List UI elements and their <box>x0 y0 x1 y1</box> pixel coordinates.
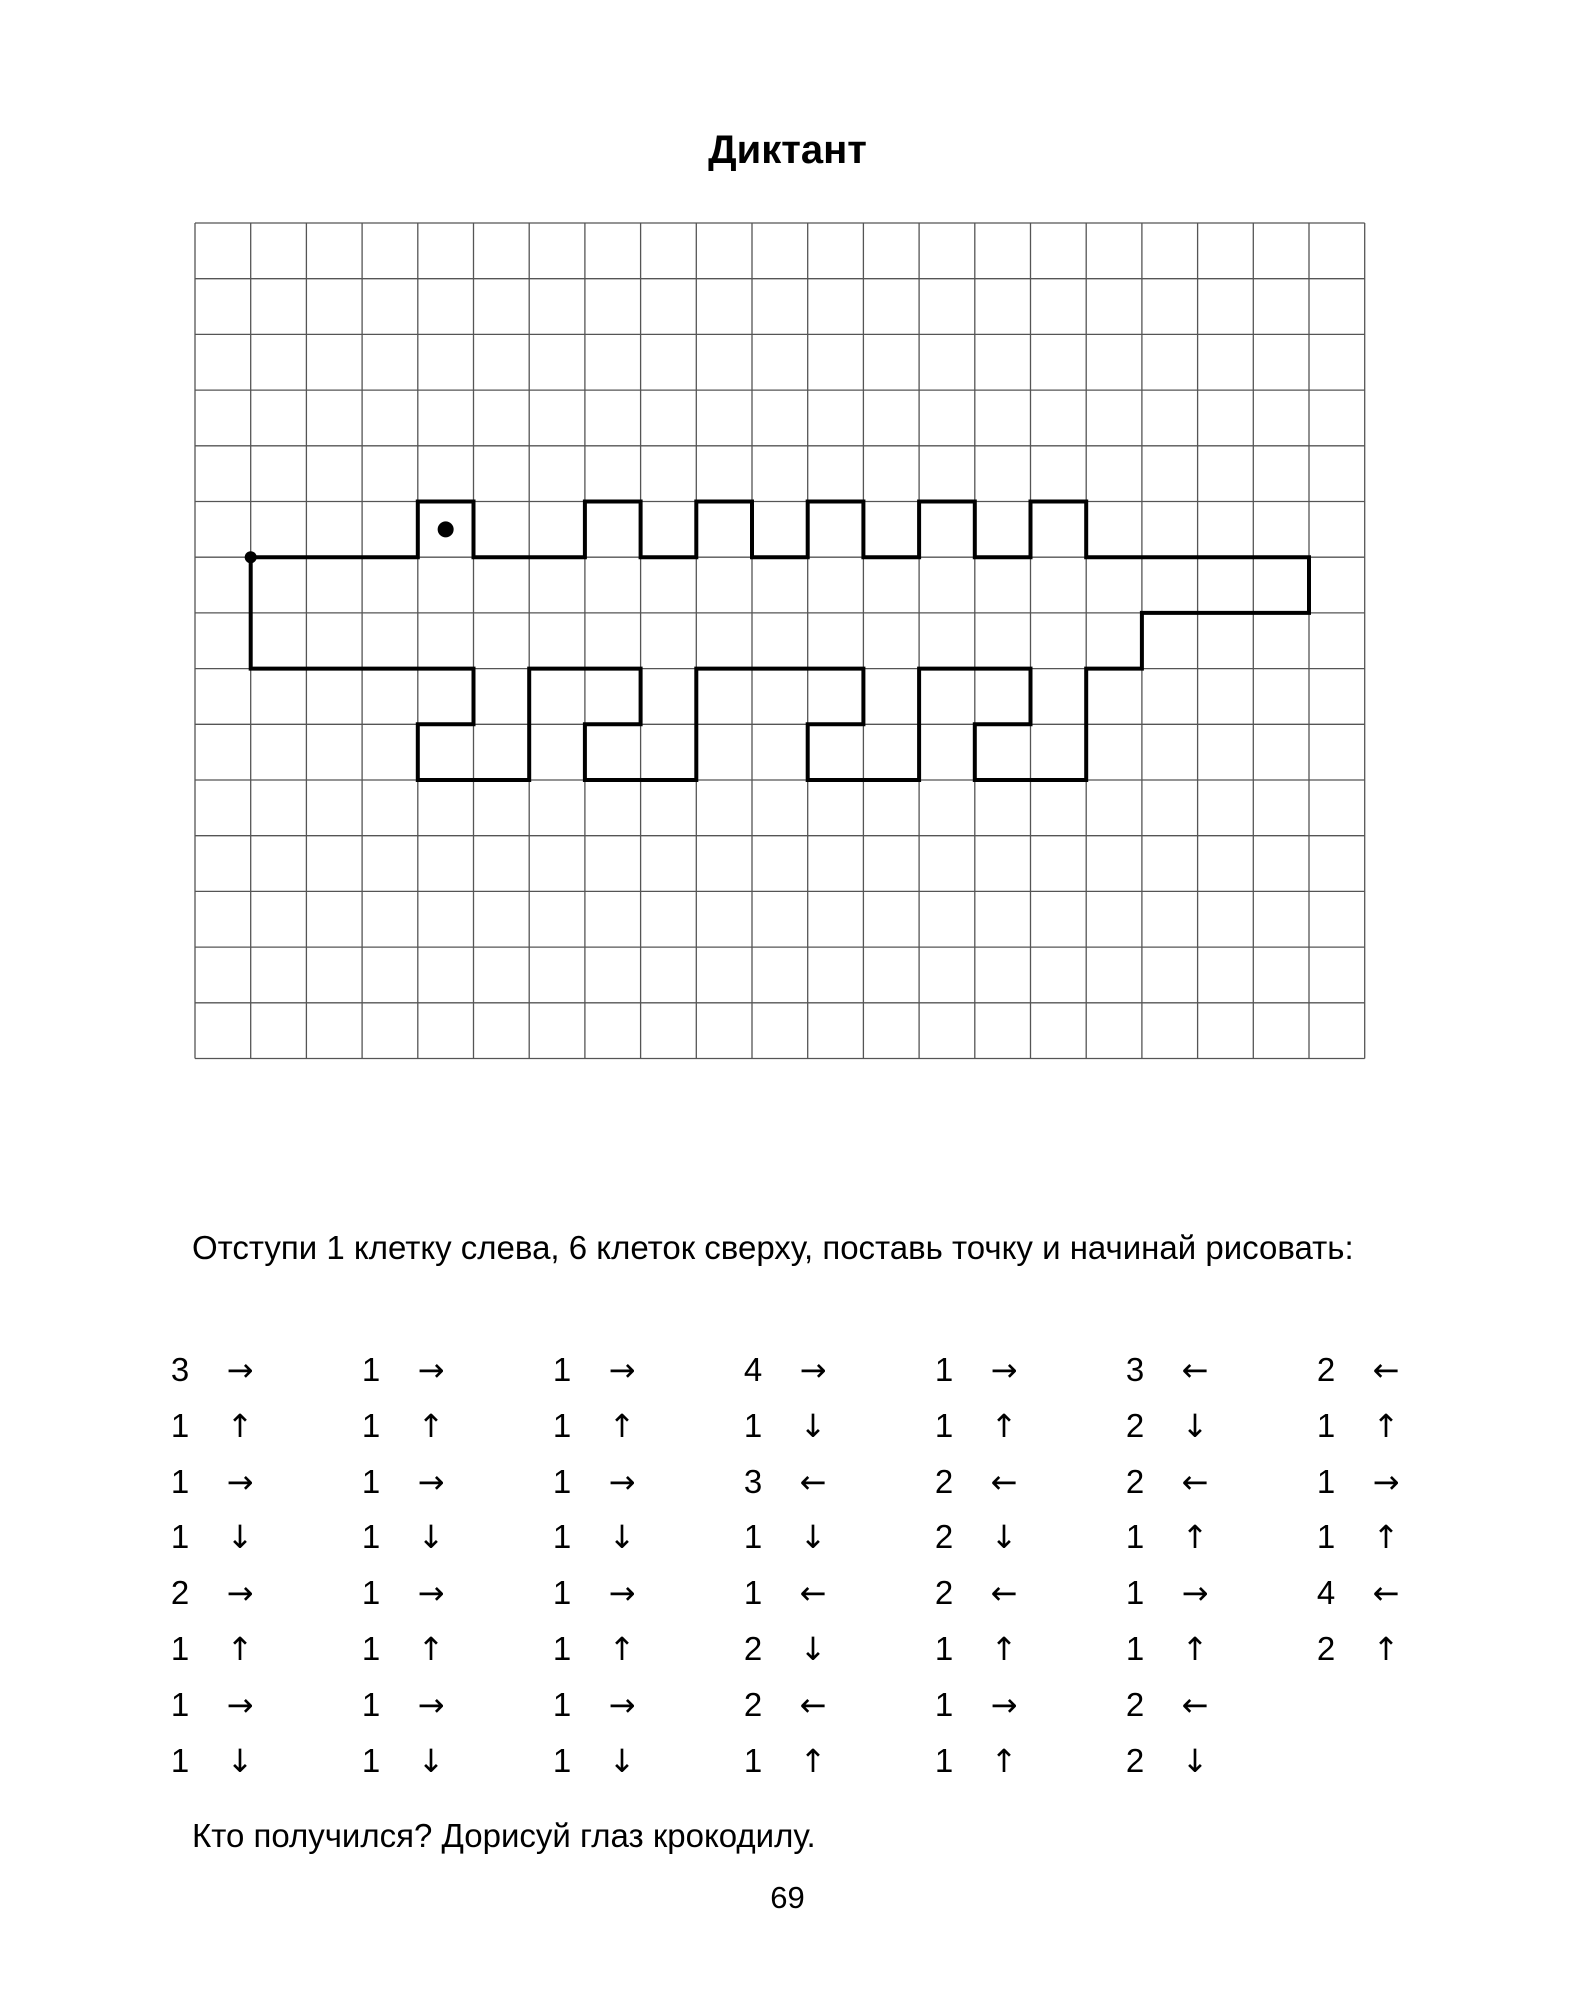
direction-arrow-icon: ↓ <box>417 1741 445 1780</box>
step-count: 2 <box>1316 1630 1336 1667</box>
command-step <box>718 1398 868 1454</box>
command-step <box>527 1454 677 1510</box>
step-count: 1 <box>1316 1462 1336 1500</box>
direction-arrow-icon: ↑ <box>417 1406 445 1445</box>
step-count: 1 <box>170 1518 190 1556</box>
direction-arrow-icon: → <box>608 1685 636 1724</box>
command-columns <box>145 1342 1435 1792</box>
step-count: 1 <box>743 1406 763 1444</box>
direction-arrow-icon: → <box>226 1574 254 1613</box>
command-step <box>1291 1509 1441 1565</box>
step-count: 1 <box>361 1406 381 1444</box>
command-step <box>336 1398 486 1454</box>
step-count: 1 <box>552 1406 572 1444</box>
command-step <box>718 1454 868 1510</box>
direction-arrow-icon: → <box>226 1462 254 1501</box>
direction-arrow-icon: ↓ <box>799 1630 827 1668</box>
direction-arrow-icon: ← <box>990 1462 1018 1501</box>
direction-arrow-icon: ← <box>1181 1462 1209 1501</box>
command-step <box>718 1565 868 1621</box>
step-count: 1 <box>361 1518 381 1556</box>
command-step <box>1100 1677 1250 1733</box>
step-count: 1 <box>361 1462 381 1500</box>
step-count: 4 <box>743 1351 763 1388</box>
command-step <box>1291 1565 1441 1621</box>
direction-arrow-icon: → <box>417 1351 445 1389</box>
step-count: 1 <box>743 1518 763 1556</box>
direction-arrow-icon: ↓ <box>799 1406 827 1445</box>
step-count: 2 <box>934 1462 954 1500</box>
page-number: 69 <box>770 1880 805 1915</box>
direction-arrow-icon: ↑ <box>417 1630 445 1668</box>
step-count: 2 <box>934 1518 954 1556</box>
direction-arrow-icon: → <box>417 1685 445 1724</box>
step-count: 1 <box>552 1462 572 1500</box>
step-count: 1 <box>170 1630 190 1667</box>
command-step <box>145 1733 295 1789</box>
step-count: 3 <box>1125 1351 1145 1388</box>
step-count: 1 <box>552 1518 572 1556</box>
command-step <box>336 1454 486 1510</box>
command-step <box>527 1342 677 1398</box>
direction-arrow-icon: ↑ <box>990 1406 1018 1445</box>
direction-arrow-icon: ↓ <box>417 1518 445 1557</box>
direction-arrow-icon: → <box>1181 1574 1209 1613</box>
command-step <box>336 1565 486 1621</box>
direction-arrow-icon: ↑ <box>608 1406 636 1445</box>
direction-arrow-icon: ↑ <box>1181 1518 1209 1557</box>
step-count: 1 <box>1316 1406 1336 1444</box>
command-step <box>145 1454 295 1510</box>
step-count: 1 <box>934 1685 954 1723</box>
command-step <box>1100 1733 1250 1789</box>
direction-arrow-icon: ↓ <box>1181 1406 1209 1445</box>
command-step <box>145 1677 295 1733</box>
direction-arrow-icon: → <box>608 1574 636 1613</box>
direction-arrow-icon: ↓ <box>799 1518 827 1557</box>
command-step <box>909 1509 1059 1565</box>
direction-arrow-icon: → <box>417 1574 445 1613</box>
command-step <box>145 1509 295 1565</box>
direction-arrow-icon: → <box>990 1351 1018 1389</box>
direction-arrow-icon: → <box>990 1685 1018 1724</box>
command-step <box>527 1677 677 1733</box>
command-step <box>909 1398 1059 1454</box>
command-step <box>1291 1342 1441 1398</box>
command-step <box>718 1509 868 1565</box>
direction-arrow-icon: ← <box>1181 1351 1209 1389</box>
command-step <box>336 1342 486 1398</box>
step-count: 2 <box>1316 1351 1336 1388</box>
command-step <box>718 1677 868 1733</box>
direction-arrow-icon: → <box>226 1351 254 1389</box>
step-count: 1 <box>1125 1630 1145 1667</box>
command-step <box>1100 1454 1250 1510</box>
step-count: 2 <box>1125 1685 1145 1723</box>
direction-arrow-icon: → <box>799 1351 827 1389</box>
page-title: Диктант <box>708 128 867 172</box>
direction-arrow-icon: ← <box>1372 1351 1400 1389</box>
step-count: 1 <box>170 1685 190 1723</box>
direction-arrow-icon: → <box>608 1351 636 1389</box>
direction-arrow-icon: ↑ <box>226 1406 254 1445</box>
direction-arrow-icon: ↑ <box>990 1630 1018 1668</box>
command-step <box>336 1733 486 1789</box>
direction-arrow-icon: → <box>417 1462 445 1501</box>
direction-arrow-icon: ↑ <box>799 1741 827 1780</box>
direction-arrow-icon: ↓ <box>608 1518 636 1557</box>
step-count: 3 <box>170 1351 190 1388</box>
step-count: 1 <box>1316 1518 1336 1556</box>
direction-arrow-icon: ↑ <box>226 1630 254 1668</box>
direction-arrow-icon: → <box>1372 1462 1400 1501</box>
step-count: 1 <box>552 1685 572 1723</box>
command-step <box>336 1677 486 1733</box>
command-step <box>527 1565 677 1621</box>
command-step <box>909 1677 1059 1733</box>
command-step <box>909 1733 1059 1789</box>
step-count: 1 <box>743 1741 763 1779</box>
step-count: 1 <box>170 1462 190 1500</box>
step-count: 1 <box>361 1351 381 1388</box>
step-count: 2 <box>1125 1406 1145 1444</box>
step-count: 1 <box>552 1741 572 1779</box>
step-count: 1 <box>552 1630 572 1667</box>
direction-arrow-icon: ↑ <box>1372 1518 1400 1557</box>
step-count: 1 <box>170 1741 190 1779</box>
step-count: 1 <box>1125 1574 1145 1612</box>
command-step <box>909 1621 1059 1677</box>
step-count: 1 <box>934 1630 954 1667</box>
command-step <box>718 1342 868 1398</box>
direction-arrow-icon: ← <box>1372 1574 1400 1613</box>
crocodile-eye <box>438 521 454 537</box>
direction-arrow-icon: ← <box>799 1685 827 1724</box>
question-text: Кто получился? Дорисуй глаз крокодилу. <box>192 1817 816 1854</box>
step-count: 1 <box>361 1630 381 1667</box>
direction-arrow-icon: ↑ <box>608 1630 636 1668</box>
command-step <box>527 1733 677 1789</box>
direction-arrow-icon: ↓ <box>990 1518 1018 1557</box>
direction-arrow-icon: ↑ <box>1372 1406 1400 1445</box>
command-step <box>1100 1398 1250 1454</box>
instruction-text: Отступи 1 клетку слева, 6 клеток сверху, поставь точку и начинай рисовать: <box>192 1229 1354 1266</box>
command-step <box>336 1509 486 1565</box>
step-count: 2 <box>1125 1741 1145 1779</box>
direction-arrow-icon: → <box>226 1685 254 1724</box>
direction-arrow-icon: ↓ <box>226 1518 254 1557</box>
command-step <box>145 1342 295 1398</box>
command-step <box>145 1621 295 1677</box>
command-step <box>336 1621 486 1677</box>
start-point <box>245 551 257 563</box>
direction-arrow-icon: ↑ <box>990 1741 1018 1780</box>
step-count: 2 <box>170 1574 190 1612</box>
step-count: 1 <box>361 1741 381 1779</box>
step-count: 2 <box>934 1574 954 1612</box>
command-step <box>145 1398 295 1454</box>
step-count: 4 <box>1316 1574 1336 1612</box>
command-step <box>909 1454 1059 1510</box>
step-count: 1 <box>934 1406 954 1444</box>
command-step <box>1100 1621 1250 1677</box>
step-count: 1 <box>170 1406 190 1444</box>
command-step <box>1291 1398 1441 1454</box>
command-step <box>909 1342 1059 1398</box>
command-step <box>527 1621 677 1677</box>
step-count: 2 <box>743 1685 763 1723</box>
command-step <box>1291 1454 1441 1510</box>
command-step <box>1100 1565 1250 1621</box>
step-count: 1 <box>552 1574 572 1612</box>
step-count: 1 <box>934 1351 954 1388</box>
step-count: 1 <box>552 1351 572 1388</box>
command-step <box>718 1621 868 1677</box>
step-count: 2 <box>743 1630 763 1667</box>
direction-arrow-icon: ↑ <box>1181 1630 1209 1668</box>
command-step <box>718 1733 868 1789</box>
direction-arrow-icon: ← <box>799 1462 827 1501</box>
direction-arrow-icon: ↑ <box>1372 1630 1400 1668</box>
command-step <box>909 1565 1059 1621</box>
command-step <box>1291 1621 1441 1677</box>
direction-arrow-icon: → <box>608 1462 636 1501</box>
direction-arrow-icon: ↓ <box>226 1741 254 1780</box>
step-count: 3 <box>743 1462 763 1500</box>
command-step <box>527 1398 677 1454</box>
command-step <box>1100 1342 1250 1398</box>
direction-arrow-icon: ↓ <box>1181 1741 1209 1780</box>
step-count: 1 <box>361 1685 381 1723</box>
crocodile-outline <box>251 502 1309 781</box>
direction-arrow-icon: ↓ <box>608 1741 636 1780</box>
command-step <box>527 1509 677 1565</box>
step-count: 1 <box>361 1574 381 1612</box>
direction-arrow-icon: ← <box>990 1574 1018 1613</box>
step-count: 2 <box>1125 1462 1145 1500</box>
command-step <box>1100 1509 1250 1565</box>
grid-lines <box>195 223 1365 1059</box>
step-count: 1 <box>934 1741 954 1779</box>
direction-arrow-icon: ← <box>1181 1685 1209 1724</box>
direction-arrow-icon: ← <box>799 1574 827 1613</box>
command-step <box>145 1565 295 1621</box>
step-count: 1 <box>743 1574 763 1612</box>
step-count: 1 <box>1125 1518 1145 1556</box>
